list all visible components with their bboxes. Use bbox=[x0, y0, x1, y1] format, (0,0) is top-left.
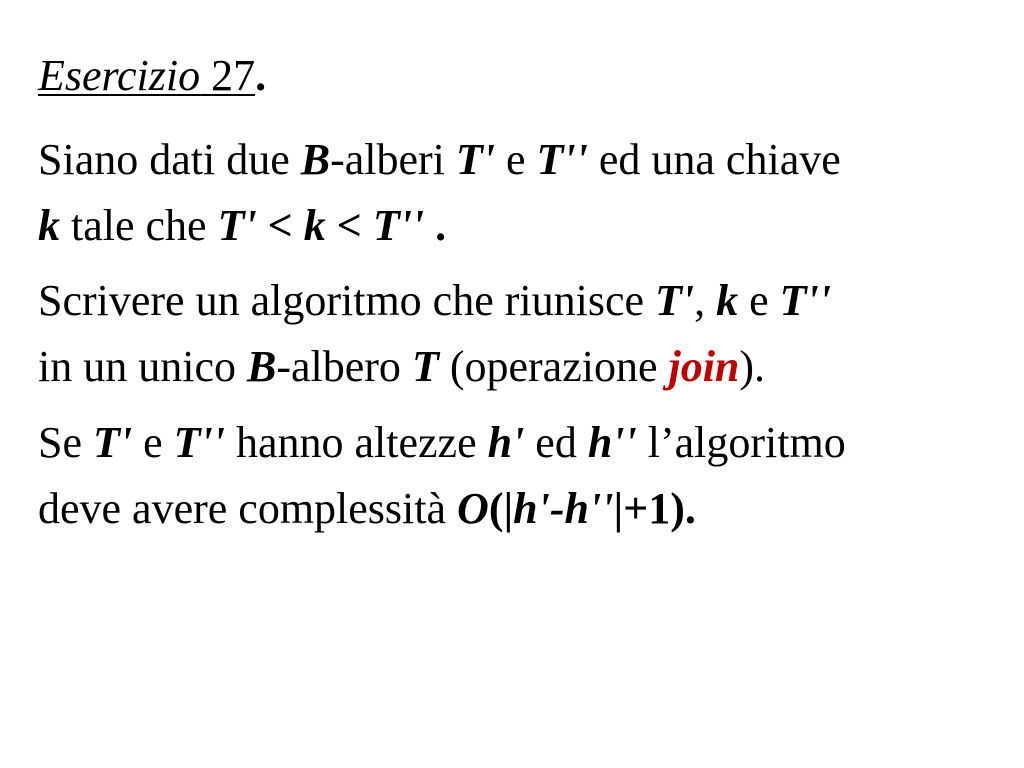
text-run: hanno altezze bbox=[224, 418, 488, 467]
math-term: h'-h'' bbox=[513, 484, 614, 533]
math-term: T' bbox=[655, 276, 695, 325]
math-term: (| bbox=[488, 484, 514, 533]
text-run: l’algoritmo bbox=[636, 418, 846, 467]
exercise-title-underlined bbox=[38, 51, 255, 100]
text-line bbox=[38, 135, 841, 184]
exercise-number: 27 bbox=[211, 51, 256, 100]
math-term: B bbox=[300, 135, 331, 184]
math-term: O bbox=[457, 484, 489, 533]
text-line bbox=[38, 201, 446, 250]
math-term: B bbox=[246, 342, 277, 391]
text-run: ed una chiave bbox=[587, 135, 841, 184]
exercise-title bbox=[38, 50, 266, 102]
text-line bbox=[38, 418, 846, 467]
math-term: . bbox=[424, 201, 447, 250]
math-term: h' bbox=[487, 418, 525, 467]
text-run: Scrivere un algoritmo che riunisce bbox=[38, 276, 656, 325]
text-run: -albero bbox=[276, 342, 412, 391]
text-line bbox=[38, 342, 765, 391]
math-term: k bbox=[38, 201, 60, 250]
exercise-word: Esercizio bbox=[38, 51, 201, 100]
exercise-period: . bbox=[255, 51, 267, 100]
text-run: e bbox=[495, 135, 537, 184]
paragraph-definition bbox=[38, 127, 841, 259]
text-run: -alberi bbox=[330, 135, 456, 184]
math-term: T'' bbox=[173, 418, 225, 467]
math-term: T' < k < T'' bbox=[217, 201, 425, 250]
text-run: e bbox=[132, 418, 174, 467]
math-term: k bbox=[716, 276, 739, 325]
math-term: |+1). bbox=[613, 484, 696, 533]
text-run: ed bbox=[524, 418, 588, 467]
text-run: Se bbox=[38, 418, 93, 467]
math-term: T bbox=[411, 342, 439, 391]
text-run: , bbox=[694, 276, 717, 325]
text-line bbox=[38, 484, 696, 533]
text-run: deve avere complessità bbox=[38, 484, 458, 533]
math-term: T'' bbox=[779, 276, 831, 325]
paragraph-complexity bbox=[38, 410, 846, 542]
highlight-term: join bbox=[668, 342, 740, 391]
text-run: ). bbox=[739, 342, 766, 391]
text-run: Siano dati due bbox=[38, 135, 301, 184]
text-run: e bbox=[738, 276, 780, 325]
math-term: T'' bbox=[536, 135, 588, 184]
math-term: T' bbox=[455, 135, 496, 184]
text-run: tale che bbox=[60, 201, 218, 250]
math-term: T' bbox=[93, 418, 133, 467]
paragraph-task bbox=[38, 268, 831, 400]
text-run: in un unico bbox=[38, 342, 247, 391]
math-term: h'' bbox=[587, 418, 637, 467]
text-line bbox=[38, 276, 831, 325]
text-run: (operazione bbox=[438, 342, 669, 391]
